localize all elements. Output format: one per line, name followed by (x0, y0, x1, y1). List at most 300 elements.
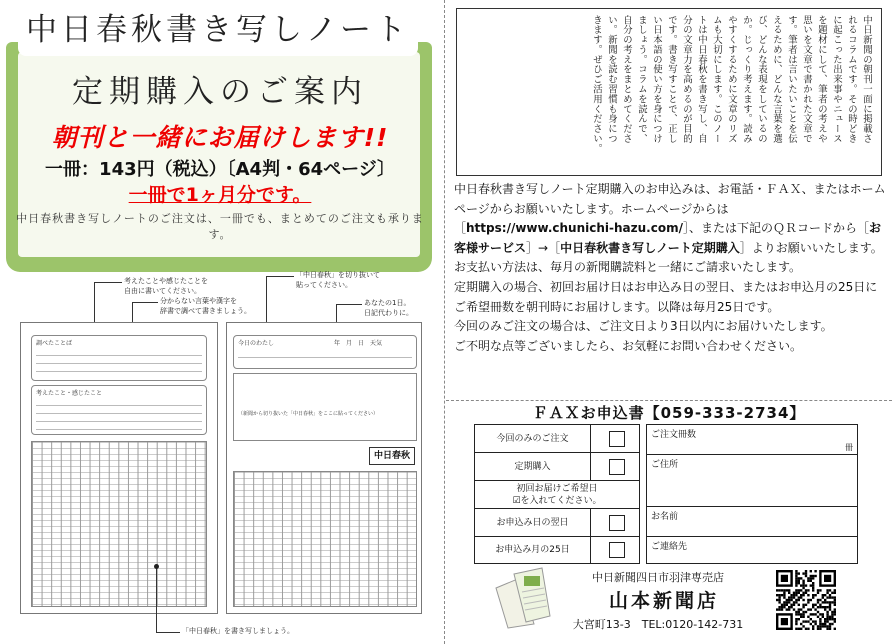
option-label: お申込み月の25日 (475, 537, 591, 563)
name-field[interactable] (647, 507, 857, 537)
price-text: 一冊：143円（税込）〔A4判・64ページ〕 (45, 159, 395, 180)
qr-module (798, 628, 800, 630)
qr-module (802, 580, 804, 582)
qr-module (817, 611, 819, 613)
qr-module (834, 628, 836, 630)
vertical-divider (444, 0, 445, 644)
info-text: ］、または下記のＱＲコードから［ (682, 221, 869, 236)
qr-module (800, 596, 802, 598)
column-line: 分の文章力を高めるのが目的 (681, 15, 692, 144)
fax-fields-table (646, 424, 858, 564)
quantity-field[interactable] (647, 425, 857, 455)
qr-module (788, 608, 790, 610)
qr-module (802, 572, 804, 574)
qr-module (807, 580, 809, 582)
qr-module (807, 601, 809, 603)
qr-module (831, 611, 833, 613)
qr-module (798, 580, 800, 582)
thoughts-box (31, 385, 207, 435)
qr-module (834, 613, 836, 615)
qr-module (824, 620, 826, 622)
qr-module (795, 594, 797, 596)
qr-module (812, 589, 814, 591)
page-subtitle: 定期購入のご案内 (72, 74, 368, 110)
qr-module (822, 616, 824, 618)
qr-module (817, 592, 819, 594)
today-box (233, 335, 417, 369)
column-line: を題材にして、筆者の考えや (816, 15, 827, 144)
qr-module (795, 589, 797, 591)
first-delivery-label (475, 481, 639, 508)
qr-module (826, 620, 828, 622)
field-label: お名前 (651, 512, 679, 522)
qr-module (817, 589, 819, 591)
qr-module (819, 618, 821, 620)
qr-module (805, 572, 807, 574)
qr-module (802, 584, 804, 586)
info-text: ］→［ (526, 240, 561, 255)
shop-distributor: 中日新聞四日市羽津専売店 (592, 571, 724, 584)
order-note: 中日春秋書き写しノートのご注文は、一冊でも、まとめてのご注文も承ります。 (16, 212, 424, 241)
qr-module (798, 608, 800, 610)
notebook-left-page (20, 322, 218, 614)
thoughts-box-label: 考えたこと・感じたこと (36, 390, 103, 397)
field-label: ご連絡先 (651, 542, 688, 552)
qr-module (812, 613, 814, 615)
leader-line (156, 632, 180, 633)
qr-module (810, 618, 812, 620)
words-box (31, 335, 207, 381)
qr-module (826, 616, 828, 618)
qr-module (802, 594, 804, 596)
qr-module (829, 625, 831, 627)
qr-module (834, 592, 836, 594)
qr-module (812, 620, 814, 622)
qr-module (819, 623, 821, 625)
qr-module (829, 628, 831, 630)
qr-module (783, 606, 785, 608)
qr-module (810, 623, 812, 625)
qr-module (793, 594, 795, 596)
qr-module (819, 606, 821, 608)
today-box-label: 今日のわたし (238, 340, 275, 347)
qr-module (812, 604, 814, 606)
qr-module (826, 589, 828, 591)
qr-module (805, 575, 807, 577)
qr-module (795, 577, 797, 579)
qr-module (807, 594, 809, 596)
qr-module (805, 628, 807, 630)
checkbox-once[interactable] (609, 431, 625, 447)
leader-line (94, 282, 122, 283)
qr-module (829, 623, 831, 625)
qr-module (802, 599, 804, 601)
info-paragraph: ご不明な点等ございましたら、お気軽にお問い合わせください。 (454, 338, 803, 353)
quantity-unit: 冊 (845, 443, 853, 452)
qr-module (819, 613, 821, 615)
qr-module (786, 601, 788, 603)
qr-module (812, 625, 814, 627)
column-description-box (456, 8, 882, 176)
qr-module (781, 594, 783, 596)
qr-module (824, 601, 826, 603)
writing-grid (31, 441, 207, 607)
qr-module (795, 628, 797, 630)
qr-module (829, 618, 831, 620)
qr-module (786, 589, 788, 591)
qr-module (829, 596, 831, 598)
qr-module (802, 592, 804, 594)
qr-module (812, 584, 814, 586)
qr-module (805, 620, 807, 622)
qr-module (786, 599, 788, 601)
qr-module (819, 620, 821, 622)
subscription-link[interactable]: 中日春秋書き写しノート定期購入 (560, 240, 740, 255)
qr-module (776, 589, 778, 591)
qr-module (826, 625, 828, 627)
qr-module (805, 611, 807, 613)
address-field[interactable] (647, 455, 857, 507)
qr-module (795, 611, 797, 613)
qr-module (807, 577, 809, 579)
qr-module (798, 611, 800, 613)
qr-module (800, 577, 802, 579)
qr-module (822, 613, 824, 615)
ruled-lines (36, 348, 202, 376)
date-fields: 年 月 日 天気 (334, 340, 383, 347)
homepage-url[interactable]: https://www.chunichi-hazu.com/ (466, 221, 683, 236)
qr-module (790, 606, 792, 608)
qr-module (824, 606, 826, 608)
qr-module (826, 606, 828, 608)
leader-line (156, 566, 157, 632)
column-line: 自分の考えをまとめてくださ (621, 15, 632, 144)
qr-module (800, 623, 802, 625)
qr-module (800, 616, 802, 618)
qr-module (817, 616, 819, 618)
qr-module (783, 601, 785, 603)
qr-module (834, 604, 836, 606)
qr-module (800, 608, 802, 610)
qr-module (776, 608, 778, 610)
qr-module (810, 570, 812, 572)
paste-area (233, 373, 417, 441)
qr-module (786, 604, 788, 606)
qr-module (814, 575, 816, 577)
column-line: い。新聞を読む習慣も身につ (606, 15, 617, 144)
info-paragraph: 定期購入の場合、初回お届け日はお申込み日の翌日、またはお申込月の25日にご希望冊数を朝刊時にお届けします。以降は毎月25日です。 (454, 279, 878, 314)
qr-code-icon[interactable] (776, 570, 836, 630)
option-label: 今回のみのご注文 (475, 425, 591, 452)
callout-text: 貼ってください。 (296, 281, 352, 289)
qr-module (778, 596, 780, 598)
info-text: ］よりお願いいたします。 (739, 240, 883, 255)
qr-module (834, 596, 836, 598)
fax-options-table (474, 424, 640, 564)
qr-module (812, 575, 814, 577)
qr-module (802, 616, 804, 618)
qr-module (790, 594, 792, 596)
qr-module (778, 599, 780, 601)
qr-module (781, 606, 783, 608)
qr-module (822, 625, 824, 627)
callout-text: 考えたことや感じたことを (124, 277, 208, 285)
qr-module (788, 599, 790, 601)
qr-module (788, 596, 790, 598)
qr-module (819, 604, 821, 606)
qr-module (819, 625, 821, 627)
qr-module (812, 606, 814, 608)
qr-module (817, 628, 819, 630)
qr-module (810, 577, 812, 579)
qr-module (810, 599, 812, 601)
qr-module (805, 589, 807, 591)
qr-module (824, 608, 826, 610)
qr-module (831, 596, 833, 598)
callout-copy: 「中日春秋」を書き写しましょう。 (182, 627, 294, 635)
qr-module (807, 589, 809, 591)
writing-grid (233, 471, 417, 607)
qr-module (778, 594, 780, 596)
column-line: 中日新聞の朝刊一面に掲載さ (861, 15, 872, 144)
leader-dot (154, 564, 159, 569)
info-paragraph: お支払い方法は、毎月の新聞購読料と一緒にご請求いたします。 (454, 260, 802, 275)
info-text: 中日春秋書き写しノート定期購入のお申込みは、お電話・ＦＡＸ、またはホームページからお願いいたします。ホームページからは［ (454, 182, 886, 236)
column-line: か。じっくり考えます。読み (741, 15, 752, 144)
qr-module (788, 606, 790, 608)
qr-module (819, 599, 821, 601)
qr-module (778, 601, 780, 603)
qr-module (795, 582, 797, 584)
qr-module (802, 611, 804, 613)
contact-field[interactable] (647, 537, 857, 563)
qr-module (800, 628, 802, 630)
qr-module (781, 589, 783, 591)
qr-module (824, 625, 826, 627)
qr-module (826, 613, 828, 615)
callout-text: 分からない言葉や漢字を (160, 297, 237, 305)
qr-module (829, 589, 831, 591)
qr-module (810, 584, 812, 586)
callout-text: あなたの1日。 (364, 299, 411, 307)
qr-module (822, 606, 824, 608)
qr-module (795, 580, 797, 582)
qr-module (814, 623, 816, 625)
qr-module (805, 592, 807, 594)
qr-module (814, 594, 816, 596)
qr-module (810, 575, 812, 577)
qr-module (834, 589, 836, 591)
qr-module (807, 599, 809, 601)
qr-module (795, 584, 797, 586)
qr-module (826, 628, 828, 630)
qr-module (807, 628, 809, 630)
leader-line (266, 276, 294, 277)
qr-module (788, 589, 790, 591)
leader-line (132, 302, 158, 303)
qr-module (783, 589, 785, 591)
column-line: い日本語の使い方を身につけ (651, 15, 662, 144)
qr-module (829, 594, 831, 596)
order-info (454, 180, 886, 356)
qr-module (831, 592, 833, 594)
qr-module (786, 608, 788, 610)
qr-module (817, 625, 819, 627)
qr-module (802, 606, 804, 608)
qr-module (810, 580, 812, 582)
checkbox-next-day[interactable] (609, 515, 625, 531)
qr-module (831, 613, 833, 615)
callout-text: 「中日春秋」を切り抜いて (296, 271, 380, 279)
field-label: ご注文冊数 (651, 430, 697, 440)
qr-module (790, 604, 792, 606)
option-row-next-day (475, 509, 639, 537)
horizontal-divider (446, 400, 892, 401)
qr-module (798, 613, 800, 615)
qr-module (824, 594, 826, 596)
qr-module (826, 618, 828, 620)
qr-module (793, 596, 795, 598)
column-line: きます。ぜひご活用ください。 (591, 15, 602, 154)
qr-module (834, 599, 836, 601)
page-title: 中日春秋書き写しノート (25, 12, 411, 48)
qr-module (829, 601, 831, 603)
qr-module (812, 594, 814, 596)
option-row-once (475, 425, 639, 453)
qr-module (781, 575, 788, 582)
option-row-25th (475, 537, 639, 563)
qr-module (795, 620, 797, 622)
qr-module (776, 599, 778, 601)
qr-module (802, 587, 804, 589)
flyer-left-panel (0, 0, 440, 644)
ruled-lines (238, 350, 412, 364)
qr-module (829, 606, 831, 608)
qr-module (831, 601, 833, 603)
qr-module (822, 623, 824, 625)
qr-module (790, 599, 792, 601)
qr-module (802, 604, 804, 606)
words-box-label: 調べたことば (36, 340, 73, 347)
ruled-lines (36, 398, 202, 430)
qr-module (826, 601, 828, 603)
qr-module (824, 618, 826, 620)
qr-module (776, 594, 778, 596)
checkbox-regular[interactable] (609, 459, 625, 475)
qr-module (812, 596, 814, 598)
column-line: です。書き写すことで、正し (666, 15, 677, 144)
callout-dictionary (160, 296, 251, 316)
qr-module (795, 592, 797, 594)
notebook-right-page (226, 322, 422, 614)
qr-module (814, 608, 816, 610)
qr-module (834, 618, 836, 620)
qr-module (788, 601, 790, 603)
leader-line (336, 304, 362, 305)
qr-module (805, 584, 807, 586)
qr-module (800, 584, 802, 586)
column-line: やすくするために文章のリズ (726, 15, 737, 144)
qr-module (802, 620, 804, 622)
column-line: トは中日春秋を書き写し、自 (696, 15, 707, 144)
qr-module (778, 608, 780, 610)
fax-form-title: ＦＡＸお申込書【059-333-2734】 (532, 404, 806, 422)
qr-module (793, 604, 795, 606)
qr-module (822, 596, 824, 598)
qr-module (795, 613, 797, 615)
qr-module (831, 616, 833, 618)
option-label: 定期購入 (475, 453, 591, 480)
first-delivery-text: ☑を入れてください。 (512, 495, 602, 506)
duration-text: 一冊で1ヶ月分です。 (128, 184, 312, 206)
callout-text: 自由に書いてください。 (124, 287, 201, 295)
qr-module (826, 592, 828, 594)
qr-module (826, 596, 828, 598)
qr-module (783, 592, 785, 594)
qr-module (819, 589, 821, 591)
column-line: れるコラムです。その時どき (846, 15, 857, 144)
qr-module (812, 582, 814, 584)
qr-module (793, 601, 795, 603)
qr-module (822, 601, 824, 603)
qr-module (829, 604, 831, 606)
qr-module (795, 601, 797, 603)
column-line: ましょう。コラムを読んで、 (636, 15, 647, 144)
qr-module (793, 592, 795, 594)
column-line: び、どんな表現をしているの (756, 15, 767, 144)
shop-address: 大宮町13-3 TEL:0120-142-731 (572, 618, 744, 631)
field-label: ご住所 (651, 460, 679, 470)
qr-module (817, 599, 819, 601)
qr-module (819, 628, 821, 630)
callout-diary (364, 298, 413, 318)
qr-module (798, 589, 800, 591)
qr-module (807, 620, 809, 622)
callout-paste (296, 270, 380, 290)
qr-module (783, 604, 785, 606)
qr-module (805, 604, 807, 606)
option-label: お申込み日の翌日 (475, 509, 591, 536)
qr-module (778, 589, 780, 591)
qr-module (824, 575, 831, 582)
qr-module (812, 577, 814, 579)
qr-module (814, 570, 816, 572)
qr-module (824, 623, 826, 625)
notebook-diagram (20, 322, 422, 614)
qr-module (812, 587, 814, 589)
qr-module (810, 613, 812, 615)
qr-module (817, 601, 819, 603)
qr-module (817, 606, 819, 608)
first-delivery-text: 初回お届けご希望日 (516, 483, 598, 494)
qr-module (795, 570, 797, 572)
qr-module (807, 608, 809, 610)
qr-module (826, 611, 828, 613)
qr-module (802, 613, 804, 615)
qr-module (814, 604, 816, 606)
shop-name: 山本新聞店 (608, 590, 719, 612)
qr-module (829, 608, 831, 610)
qr-module (778, 606, 780, 608)
checkbox-25th[interactable] (609, 542, 625, 558)
customer-service-link[interactable]: お客様サービス (454, 221, 881, 255)
qr-module (807, 616, 809, 618)
qr-module (802, 582, 804, 584)
qr-module (834, 620, 836, 622)
qr-module (798, 582, 800, 584)
qr-module (783, 596, 785, 598)
qr-module (798, 618, 800, 620)
